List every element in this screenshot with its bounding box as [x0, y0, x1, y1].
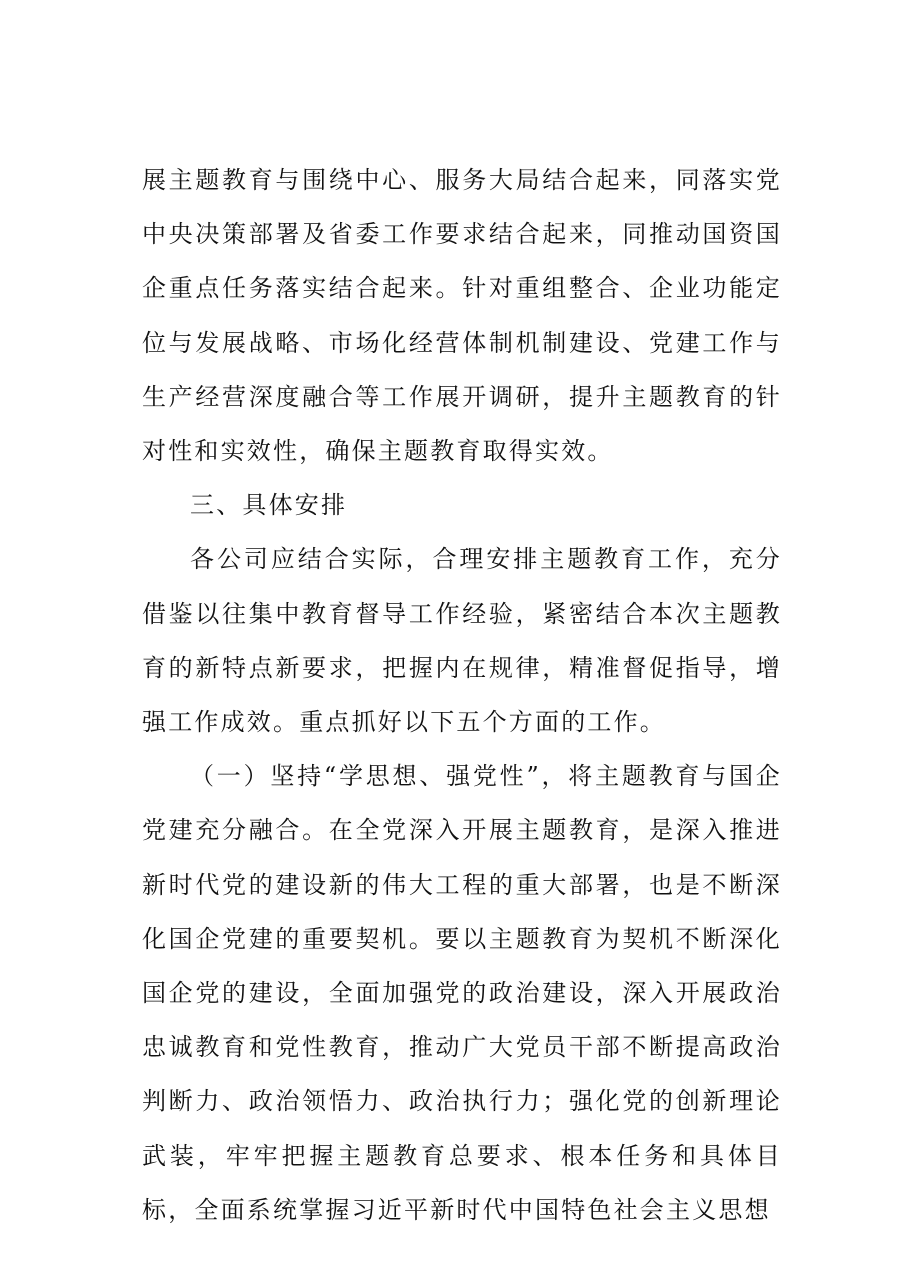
paragraph-continuation: 展主题教育与围绕中心、服务大局结合起来，同落实党中央决策部署及省委工作要求结合起来，同推动国资国企重点任务落实结合起来。针对重组整合、企业功能定位与发展战略、市场化经营体制机制建设、党建工作与生产经营深度融合等工作展开调研，提升主题教育的针对性和实效性，确保主题教育取得实效。 — [142, 166, 782, 466]
document-body — [142, 153, 782, 1237]
section-heading: 三、具体安排 — [190, 491, 348, 520]
paragraph-arrangement: 各公司应结合实际，合理安排主题教育工作，充分借鉴以往集中教育督导工作经验，紧密结合本次主题教育的新特点新要求，把握内在规律，精准督促指导，增强工作成效。重点抓好以下五个方面的工作。 — [142, 545, 782, 737]
paragraph-item-one: （一）坚持“学思想、强党性”，将主题教育与国企党建充分融合。在全党深入开展主题教育，是深入推进新时代党的建设新的伟大工程的重大部署，也是不断深化国企党建的重要契机。要以主题教育为契机不断深化国企党的建设，全面加强党的政治建设，深入开展政治忠诚教育和党性教育，推动广大党员干部不断提高政治判断力、政治领悟力、政治执行力；强化党的创新理论武装，牢牢把握主题教育总要求、根本任务和具体目标，全面系统掌握习近平新时代中国特色社会主义思想 — [142, 762, 782, 1224]
